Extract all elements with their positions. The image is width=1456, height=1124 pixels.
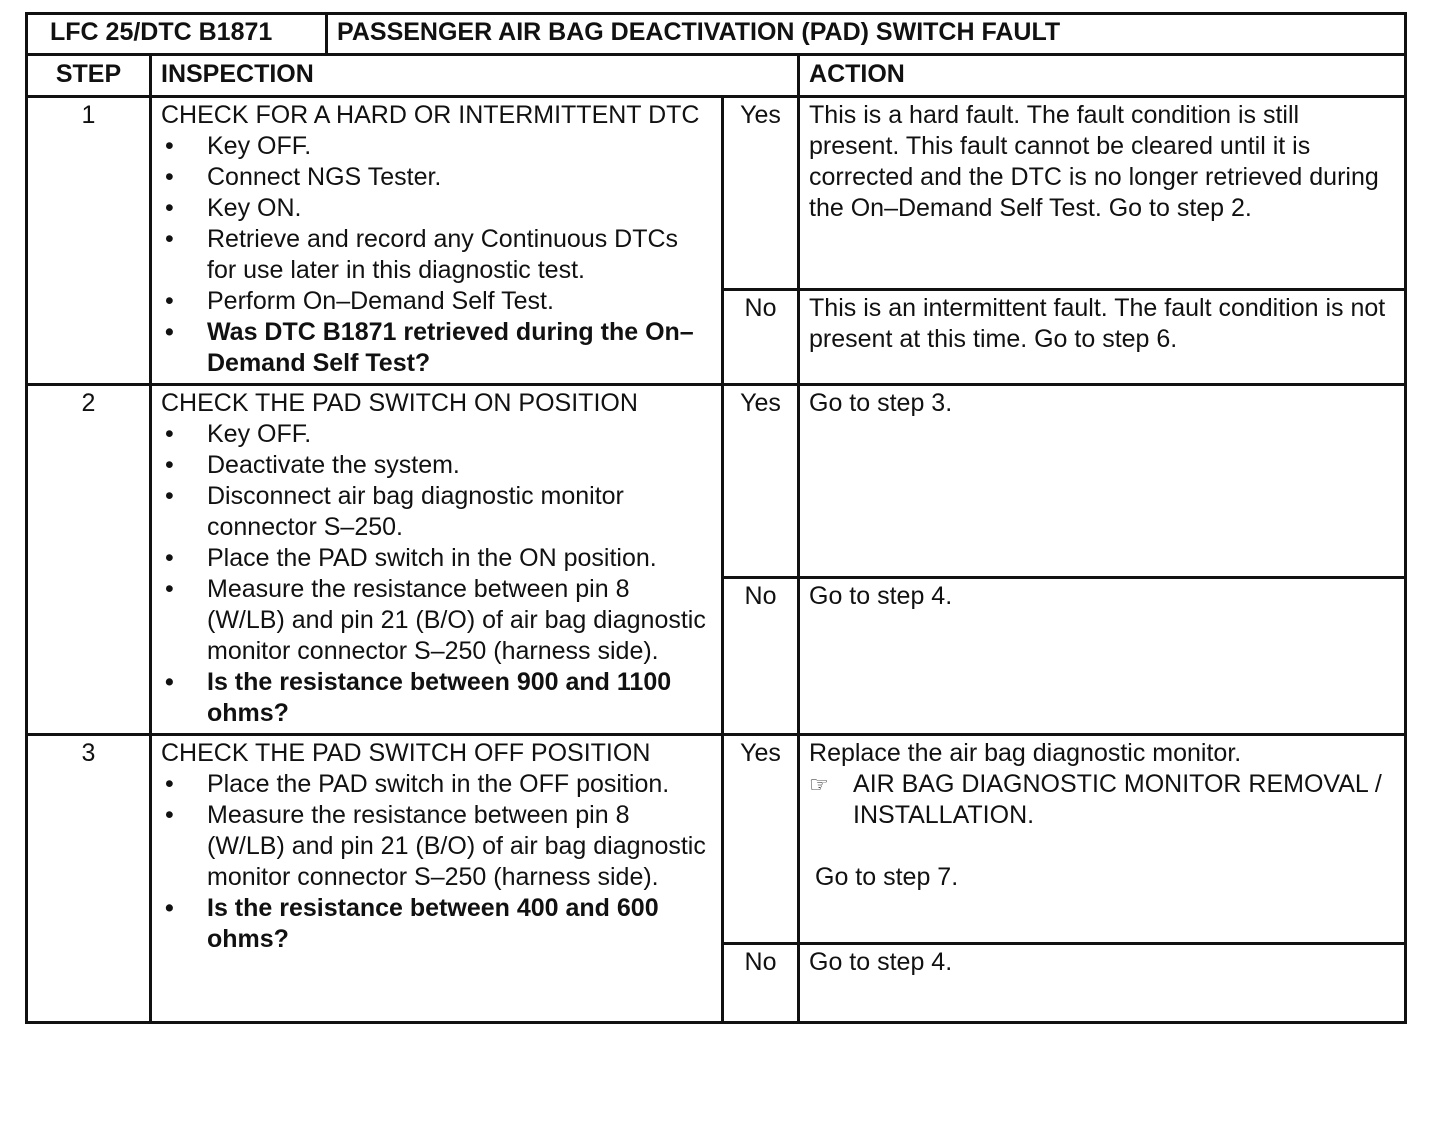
- list-item: • Disconnect air bag diagnostic monitor connector S–250.: [165, 482, 624, 541]
- inspection-list: [161, 769, 713, 955]
- yes-label: Yes: [723, 97, 799, 290]
- bullet-icon: •: [165, 575, 174, 603]
- header-action: ACTION: [799, 55, 1406, 97]
- diagnostic-table-container: [25, 12, 1404, 1024]
- pointing-hand-icon: ☞: [809, 772, 829, 797]
- dtc-code: LFC 25/DTC B1871: [27, 14, 327, 55]
- list-item: • Retrieve and record any Continuous DTCs for use later in this diagnostic test.: [165, 225, 679, 284]
- step-question: • Is the resistance between 900 and 1100 ohms?: [165, 668, 672, 727]
- header-row: [27, 55, 1406, 97]
- inspection-list: [161, 419, 713, 729]
- step-inspection: [151, 385, 723, 735]
- bullet-icon: •: [165, 894, 174, 922]
- no-label: No: [723, 944, 799, 1023]
- list-item: • Measure the resistance between pin 8 (W/LB) and pin 21 (B/O) of air bag diagnostic monitor connector S–250 (harness side).: [165, 575, 706, 665]
- bullet-icon: •: [165, 163, 174, 191]
- header-step: STEP: [27, 55, 151, 97]
- yes-action: Go to step 3.: [799, 385, 1406, 578]
- header-inspection: INSPECTION: [151, 55, 799, 97]
- reference-text: AIR BAG DIAGNOSTIC MONITOR REMOVAL / INSTALLATION.: [853, 770, 1382, 829]
- step-number: 1: [27, 97, 151, 385]
- step-number: 2: [27, 385, 151, 735]
- fault-title: PASSENGER AIR BAG DEACTIVATION (PAD) SWITCH FAULT: [327, 14, 1406, 55]
- yes-action-cell: [799, 735, 1406, 944]
- yes-label: Yes: [723, 735, 799, 944]
- bullet-icon: •: [165, 451, 174, 479]
- bullet-icon: •: [165, 420, 174, 448]
- step-heading: CHECK THE PAD SWITCH OFF POSITION: [161, 739, 651, 767]
- step-heading: CHECK THE PAD SWITCH ON POSITION: [161, 389, 638, 417]
- list-item: • Place the PAD switch in the ON position.: [165, 544, 657, 572]
- goto-step: Go to step 7.: [815, 863, 959, 891]
- step-inspection: [151, 735, 723, 1023]
- yes-label: Yes: [723, 385, 799, 578]
- bullet-icon: •: [165, 668, 174, 696]
- bullet-icon: •: [165, 318, 174, 346]
- step-3-yes-row: [27, 735, 1406, 944]
- step-inspection: [151, 97, 723, 385]
- bullet-icon: •: [165, 801, 174, 829]
- no-label: No: [723, 578, 799, 735]
- yes-action: This is a hard fault. The fault condition is still present. This fault cannot be cleared until it is corrected and the DTC is no longer retrieved during the On–Demand Self Test. Go to step 2.: [799, 97, 1406, 290]
- list-item: • Key ON.: [165, 194, 302, 222]
- no-action: Go to step 4.: [799, 578, 1406, 735]
- list-item: • Connect NGS Tester.: [165, 163, 442, 191]
- list-item: • Perform On–Demand Self Test.: [165, 287, 554, 315]
- list-item: • Deactivate the system.: [165, 451, 460, 479]
- no-action: This is an intermittent fault. The fault condition is not present at this time. Go to step 6.: [799, 290, 1406, 385]
- bullet-icon: •: [165, 225, 174, 253]
- list-item: • Key OFF.: [165, 132, 312, 160]
- spacer: [809, 831, 1396, 862]
- step-question: • Was DTC B1871 retrieved during the On–Demand Self Test?: [165, 318, 694, 377]
- list-item: • Measure the resistance between pin 8 (W/LB) and pin 21 (B/O) of air bag diagnostic monitor connector S–250 (harness side).: [165, 801, 706, 891]
- reference-link[interactable]: [809, 769, 1396, 831]
- bullet-icon: •: [165, 770, 174, 798]
- step-question: • Is the resistance between 400 and 600 ohms?: [165, 894, 659, 953]
- step-1-yes-row: [27, 97, 1406, 290]
- step-2-yes-row: [27, 385, 1406, 578]
- diagnostic-table: [25, 12, 1407, 1024]
- step-heading: CHECK FOR A HARD OR INTERMITTENT DTC: [161, 101, 700, 129]
- no-label: No: [723, 290, 799, 385]
- bullet-icon: •: [165, 482, 174, 510]
- bullet-icon: •: [165, 287, 174, 315]
- list-item: • Place the PAD switch in the OFF position.: [165, 770, 670, 798]
- title-row: [27, 14, 1406, 55]
- inspection-list: [161, 131, 713, 379]
- bullet-icon: •: [165, 544, 174, 572]
- step-number: 3: [27, 735, 151, 1023]
- bullet-icon: •: [165, 194, 174, 222]
- list-item: • Key OFF.: [165, 420, 312, 448]
- no-action: Go to step 4.: [799, 944, 1406, 1023]
- bullet-icon: •: [165, 132, 174, 160]
- yes-action: Replace the air bag diagnostic monitor.: [809, 739, 1242, 767]
